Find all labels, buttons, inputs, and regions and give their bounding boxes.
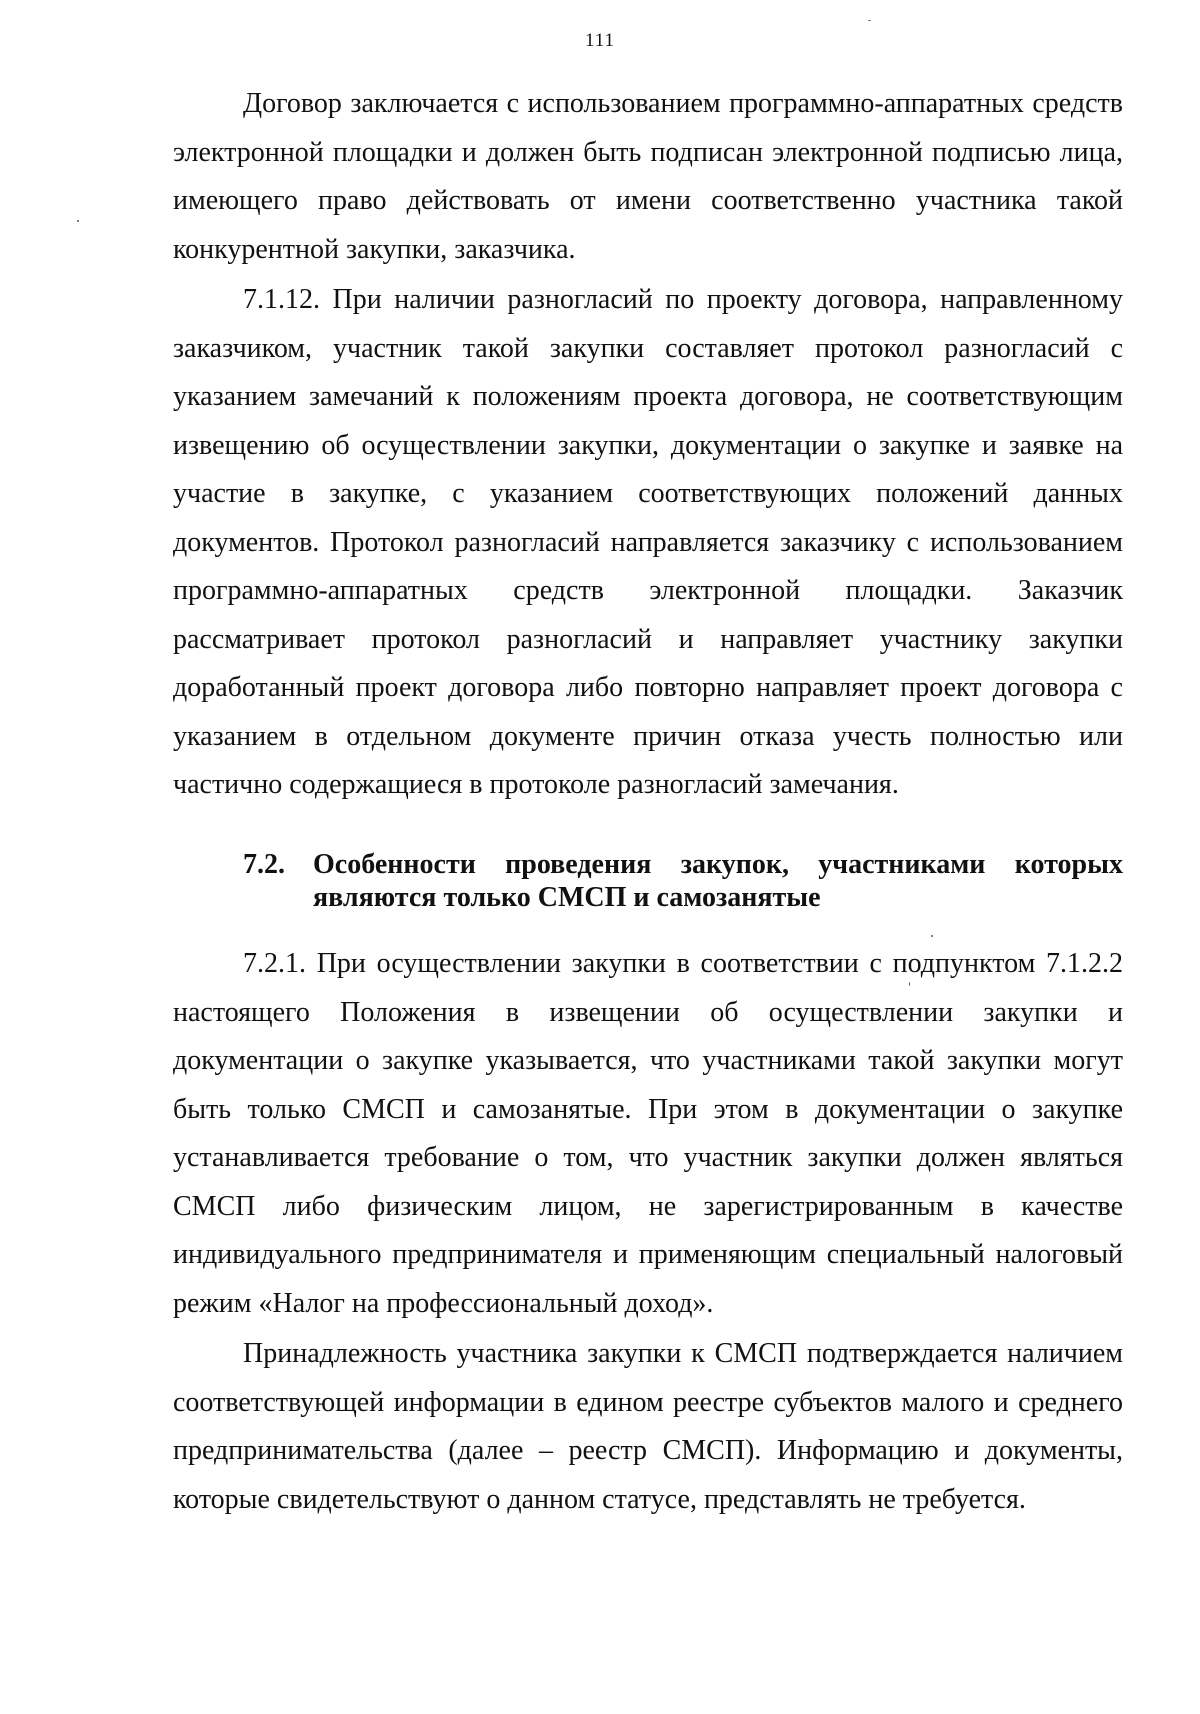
scan-speck [931, 935, 933, 937]
scan-speck [868, 20, 871, 21]
paragraph-7-2-1: 7.2.1. При осуществлении закупки в соответствии с подпунктом 7.1.2.2 настоящего Положения в извещении об осуществлении закупки и документации о закупке указывается, что участниками такой закупки могут быть только СМСП и самозанятые. При этом в документации о закупке устанавливается требование о том, что участник закупки должен являться СМСП либо физическим лицом, не зарегистрированным в качестве индивидуального предпринимателя и применяющим специальный налоговый режим «Налог на профессиональный доход». [173, 948, 1123, 1319]
section-title: Особенности проведения закупок, участниками которых являются только СМСП и самозанятые [313, 849, 1123, 913]
paragraph-contract-signing: Договор заключается с использованием программно-аппаратных средств электронной площадки и должен быть подписан электронной подписью лица, имеющего право действовать от имени соответственно участника такой конкурентной закупки, заказчика. [173, 88, 1123, 265]
section-heading-7-2 [173, 848, 1123, 914]
paragraph-7-1-12: 7.1.12. При наличии разногласий по проекту договора, направленному заказчиком, участник такой закупки составляет протокол разногласий с указанием замечаний к положениям проекта договора, не соответствующим извещению об осуществлении закупки, документации о закупке и заявке на участие в закупке, с указанием соответствующих положений данных документов. Протокол разногласий направляется заказчику с использованием программно-аппаратных средств электронной площадки. Заказчик рассматривает протокол разногласий и направляет участнику закупки доработанный проект договора либо повторно направляет проект договора с указанием в отдельном документе причин отказа учесть полностью или частично содержащиеся в протоколе разногласий замечания. [173, 284, 1123, 800]
body-text-lower [173, 940, 1123, 1524]
scan-speck [77, 220, 79, 222]
page-number: 111 [584, 30, 616, 51]
section-number: 7.2. [243, 849, 285, 880]
scan-speck [909, 982, 910, 986]
paragraph-smsp-membership: Принадлежность участника закупки к СМСП подтверждается наличием соответствующей информации в едином реестре субъектов малого и среднего предпринимательства (далее – реестр СМСП). Информацию и документы, которые свидетельствуют о данном статусе, представлять не требуется. [173, 1338, 1123, 1515]
body-text-upper [173, 80, 1123, 810]
